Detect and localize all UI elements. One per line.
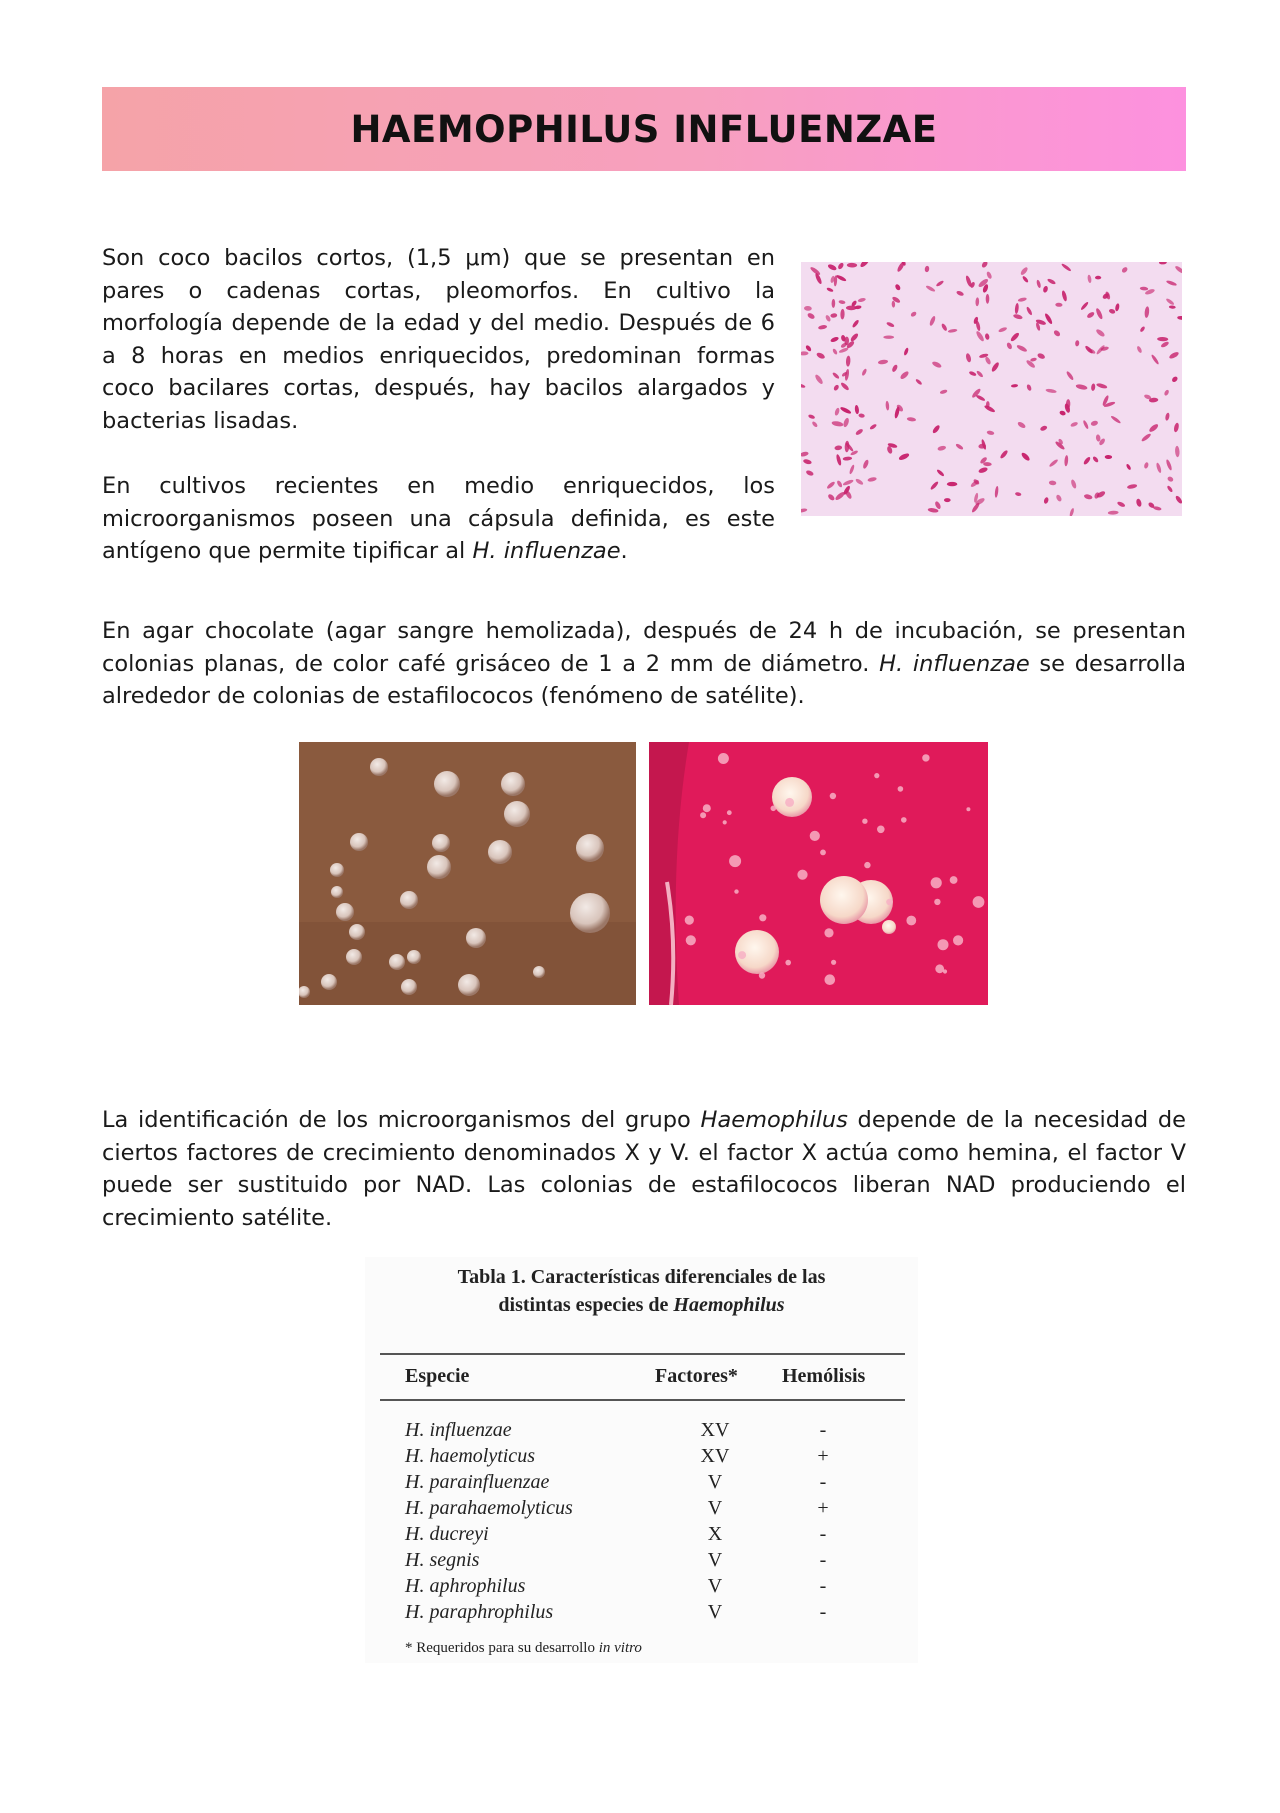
bacterium-cell [1095, 276, 1101, 280]
bacterium-cell [944, 498, 951, 502]
satellite-colony [685, 916, 694, 925]
satellite-colony [759, 972, 765, 978]
footnote-text: * Requeridos para su desarrollo [405, 1640, 599, 1656]
satellite-colony [729, 855, 741, 867]
cell-factors: V [707, 1471, 723, 1493]
gram-stain-micrograph [801, 262, 1182, 516]
colony [533, 966, 545, 978]
colony [407, 950, 421, 964]
colony [458, 974, 480, 996]
cell-species: H. haemolyticus [405, 1445, 535, 1467]
satellite-colony [874, 773, 879, 778]
cell-factors: V [707, 1549, 723, 1571]
cell-hemolysis: - [819, 1471, 827, 1493]
satellite-colony [877, 826, 885, 834]
paragraph-capsule-end: . [620, 538, 628, 565]
cell-factors: XV [700, 1445, 730, 1467]
blood-agar-photo [649, 742, 988, 1005]
colony [330, 863, 344, 877]
satellite-colony [820, 850, 826, 856]
satellite-colony [886, 899, 892, 905]
cell-hemolysis: + [817, 1497, 829, 1519]
satellite-colony [718, 753, 729, 764]
blood-agar-image [649, 742, 988, 1005]
gram-stain-image [801, 262, 1182, 516]
colony [401, 979, 417, 995]
paragraph-capsule-text: En cultivos recientes en medio enriquecidos, los microorganismos poseen una cápsula definida, es este antígeno que permite tipificar al [102, 473, 775, 565]
satellite-colony [966, 807, 970, 811]
satellite-colony [738, 951, 746, 959]
cell-species: H. segnis [405, 1549, 480, 1571]
cell-species: H. parainfluenzae [405, 1471, 550, 1493]
satellite-colony [934, 899, 940, 905]
colony [432, 834, 450, 852]
table-title-line2-text: distintas especies de [498, 1294, 674, 1316]
cell-hemolysis: - [819, 1575, 827, 1597]
colony [370, 758, 388, 776]
haemophilus-table [365, 1257, 918, 1663]
cell-hemolysis: - [819, 1419, 827, 1441]
colony [504, 801, 530, 827]
cell-factors: XV [700, 1419, 730, 1441]
satellite-colony [931, 877, 942, 888]
cell-species: H. parahaemolyticus [405, 1497, 573, 1519]
header-species: Especie [405, 1365, 470, 1387]
colony [576, 834, 604, 862]
paragraph-agar-text: En agar chocolate (agar sangre hemolizada), después de 24 h de incubación, se presentan colonias planas, de color café grisáceo de 1 a 2 mm de diámetro. [102, 618, 1186, 677]
satellite-colony [759, 914, 766, 921]
cell-factors: V [707, 1601, 723, 1623]
colony [427, 855, 451, 879]
table-title-genus: Haemophilus [673, 1294, 785, 1316]
colony [434, 771, 460, 797]
colony [349, 924, 365, 940]
table-title-line2 [365, 1291, 918, 1319]
cell-species: H. paraphrophilus [405, 1601, 554, 1623]
page-title: HAEMOPHILUS INFLUENZAE [350, 107, 938, 151]
satellite-colony [797, 870, 807, 880]
cell-species: H. ducreyi [405, 1523, 489, 1545]
satellite-colony [950, 876, 958, 884]
species-name-italic: H. influenzae [472, 538, 621, 565]
table-row [405, 1523, 885, 1549]
satellite-colony [901, 817, 907, 823]
table-row [405, 1575, 885, 1601]
satellite-colony [734, 889, 738, 893]
paragraph-factors-end: depende de la necesidad de ciertos factores de crecimiento denominados X y V. el factor X actúa como hemina, el factor V puede ser sustituido por NAD. Las colonias de estafilococos liberan NAD produciendo el crecimiento satélite. [102, 1107, 1186, 1231]
table-title [365, 1263, 918, 1319]
satellite-colony [953, 935, 963, 945]
colony [501, 772, 525, 796]
colony [400, 891, 418, 909]
bacterium-cell [986, 294, 990, 304]
satellite-colony [727, 810, 732, 815]
satellite-colony [771, 806, 777, 812]
paragraph-morphology [102, 242, 775, 438]
header-factors: Factores* [655, 1365, 738, 1387]
chocolate-agar-image [299, 742, 636, 1005]
paragraph-chocolate-agar [102, 615, 1186, 713]
colony [466, 928, 486, 948]
satellite-colony [785, 798, 794, 807]
satellite-colony [943, 969, 947, 973]
table-row [405, 1445, 885, 1471]
colony [350, 833, 368, 851]
chocolate-agar-photo [299, 742, 636, 1005]
cell-hemolysis: - [819, 1549, 827, 1571]
satellite-colony [810, 831, 820, 841]
satellite-colony [824, 928, 833, 937]
satellite-colony [973, 896, 985, 908]
header-hemolysis: Hemólisis [782, 1365, 866, 1387]
table-header-rule [380, 1399, 905, 1401]
satellite-colony [831, 960, 836, 965]
satellite-colony [686, 935, 696, 945]
satellite-colony [906, 916, 916, 926]
satellite-colony [785, 960, 791, 966]
satellite-colony [703, 804, 711, 812]
satellite-colony [935, 964, 944, 973]
satellite-colony [938, 939, 949, 950]
cell-hemolysis: - [819, 1523, 827, 1545]
paragraph-capsule [102, 470, 775, 568]
paragraph-agar-end: se desarrolla alrededor de colonias de estafilococos (fenómeno de satélite). [102, 650, 1187, 710]
table-row [405, 1471, 885, 1497]
colony [389, 954, 405, 970]
satellite-colony [864, 862, 870, 868]
species-name-italic: H. influenzae [879, 650, 1030, 677]
colony [346, 949, 362, 965]
cell-hemolysis: - [819, 1601, 827, 1623]
table-title-line1: Tabla 1. Características diferenciales de las [457, 1266, 826, 1288]
title-banner [102, 87, 1186, 171]
cell-factors: V [707, 1575, 723, 1597]
satellite-colony [825, 974, 836, 985]
satellite-colony [700, 812, 706, 818]
table-top-rule [380, 1353, 905, 1355]
cell-factors: V [707, 1497, 723, 1519]
staph-colony [820, 876, 868, 924]
table-row [405, 1549, 885, 1575]
footnote-italic: in vitro [598, 1640, 642, 1656]
satellite-colony [723, 820, 727, 824]
colony [488, 840, 512, 864]
cell-factors: X [707, 1523, 723, 1545]
staph-colony [772, 777, 812, 817]
colony [321, 974, 337, 990]
satellite-colony [862, 819, 867, 824]
cell-species: H. aphrophilus [405, 1575, 526, 1597]
satellite-colony [830, 793, 836, 799]
staph-colony [882, 920, 896, 934]
colony [570, 893, 610, 933]
satellite-colony [922, 754, 929, 761]
bacterium-cell [947, 482, 957, 486]
bacterium-cell [883, 336, 894, 339]
table-row [405, 1497, 885, 1523]
satellite-colony [898, 786, 904, 792]
table-row [405, 1601, 885, 1627]
paragraph-factors-text: La identificación de los microorganismos del grupo [102, 1107, 701, 1133]
colony [336, 903, 354, 921]
cell-species: H. influenzae [405, 1419, 512, 1441]
table-footnote [405, 1640, 642, 1657]
cell-hemolysis: + [817, 1445, 829, 1467]
colony [331, 886, 343, 898]
genus-name-italic: Haemophilus [700, 1107, 848, 1133]
paragraph-growth-factors [102, 1104, 1186, 1234]
table-row [405, 1419, 885, 1445]
paragraph-morphology-text: Son coco bacilos cortos, (1,5 μm) que se presentan en pares o cadenas cortas, pleomorfos. En cultivo la morfología depende de la edad y del medio. Después de 6 a 8 horas en medios enriquecidos, predominan formas coco bacilares cortas, después, hay bacilos alargados y bacterias lisadas. [102, 245, 775, 434]
